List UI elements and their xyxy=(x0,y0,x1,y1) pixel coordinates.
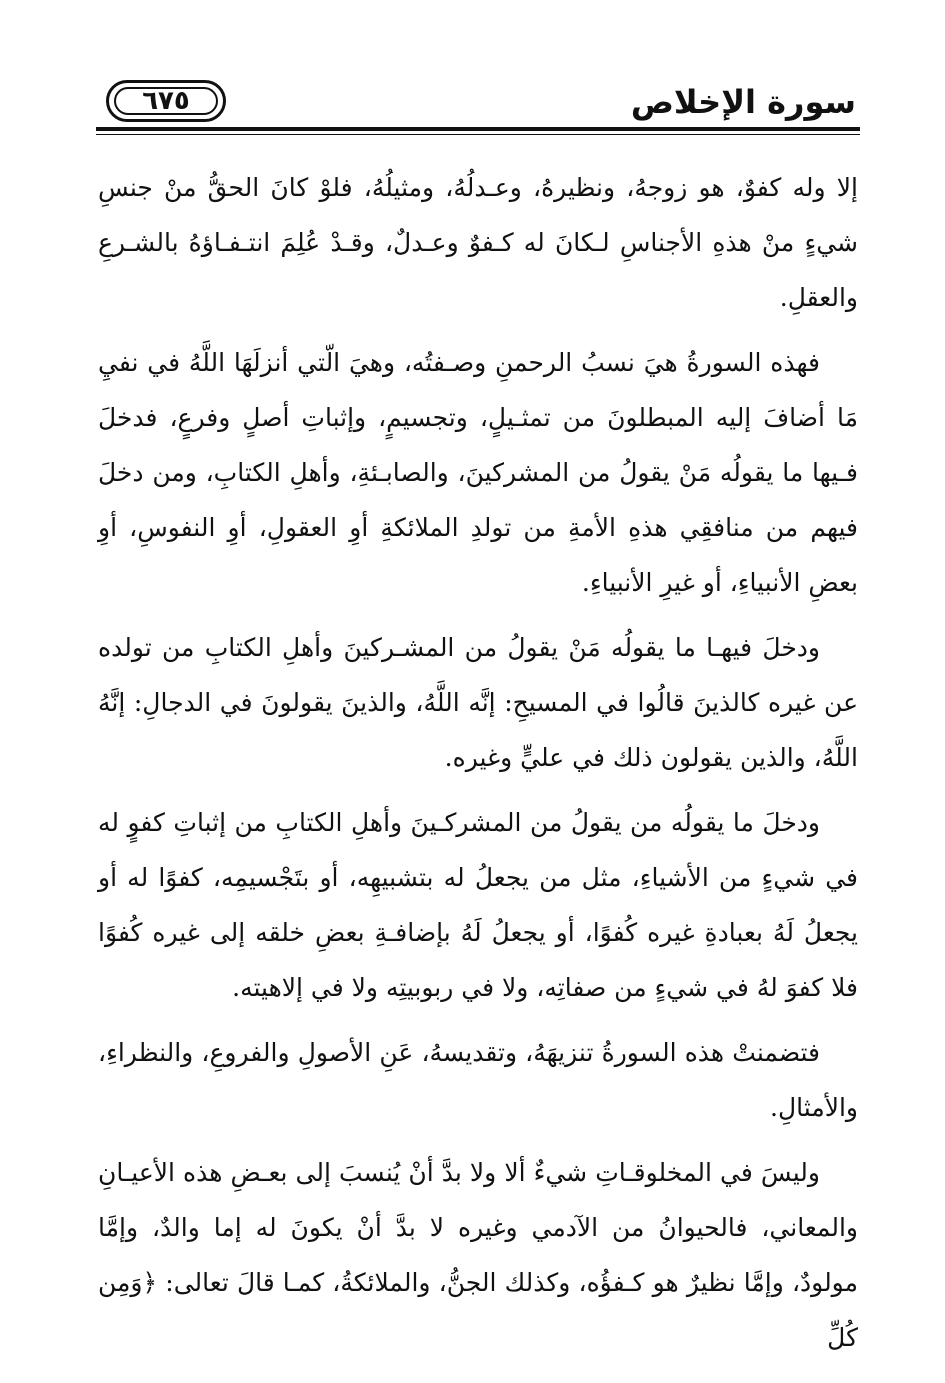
paragraph: فهذه السورةُ هيَ نسبُ الرحمنِ وصـفتُه، وهيَ الّتي أنزلَهَا اللَّهُ في نفيِ مَا أضافَ إليه المبطلونَ من تمثـيلٍ، وتجسيمٍ، وإثباتِ أصلٍ وفرعٍ، فدخلَ فـيها ما يقولُه مَنْ يقولُ من المشركينَ، والصابـئةِ، وأهلِ الكتابِ، ومن دخلَ فيهم من منافقِي هذهِ الأمةِ من تولدِ الملائكةِ أوِ العقولِ، أوِ النفوسِ، أوِ بعضِ الأنبياءِ، أو غيرِ الأنبياءِ. xyxy=(98,348,858,597)
page-body xyxy=(98,160,858,1375)
paragraph: فتضمنتْ هذه السورةُ تنزيهَهُ، وتقديسهُ، عَنِ الأصولِ والفروعِ، والنظراءِ، والأمثالِ. xyxy=(98,1038,858,1122)
paragraph: إلا وله كفوٌ، هو زوجهُ، ونظيرهُ، وعـدلُهُ، ومثيلُهُ، فلوْ كانَ الحقُّ منْ جنسِ شيءٍ منْ هذهِ الأجناسِ لـكانَ له كـفوٌ وعـدلٌ، وقـدْ عُلِمَ انتـفـاؤهُ بالشـرعِ والعقلِ. xyxy=(98,173,858,312)
header-rule-thin xyxy=(96,134,860,135)
paragraph: ودخلَ فيهـا ما يقولُه مَنْ يقولُ من المشـركينَ وأهلِ الكتابِ من تولده عن غيره كالذينَ قالُوا في المسيحِ: إنَّه اللَّهُ، والذينَ يقولونَ في الدجالِ: إنَّهُ اللَّهُ، والذين يقولون ذلك في عليٍّ وغيره. xyxy=(98,633,858,772)
page-number-badge xyxy=(106,80,226,122)
paragraph: ودخلَ ما يقولُه من يقولُ من المشركـينَ وأهلِ الكتابِ من إثباتِ كفوٍ له في شيءٍ من الأشياءِ، مثل من يجعلُ له بتشبيهِه، أو بتَجْسيمِه، كفوًا له أو يجعلُ لَهُ بعبادةِ غيره كُفوًا، أو يجعلُ لَهُ بإضافـةِ بعضِ خلقه إلى غيره كُفوًا فلا كفوَ لهُ في شيءٍ من صفاتِه، ولا في ربوبيتِه ولا في إلاهيته. xyxy=(98,808,858,1002)
surah-title: سورة الإخلاص xyxy=(630,83,856,121)
header-rule-thick xyxy=(96,127,860,131)
paragraph: وليسَ في المخلوقـاتِ شيءٌ ألا ولا بدَّ أنْ يُنسبَ إلى بعـضِ هذه الأعيـانِ والمعاني، فالحيوانُ من الآدمي وغيره لا بدَّ أنْ يكونَ له إما والدٌ، وإمَّا مولودٌ، وإمَّا نظيرٌ هو كـفؤُه، وكذلك الجنُّ، والملائكةُ، كمـا قالَ تعالى: ﴿وَمِن كُلِّ xyxy=(98,1158,858,1352)
page-number: ٦٧٥ xyxy=(142,86,190,116)
